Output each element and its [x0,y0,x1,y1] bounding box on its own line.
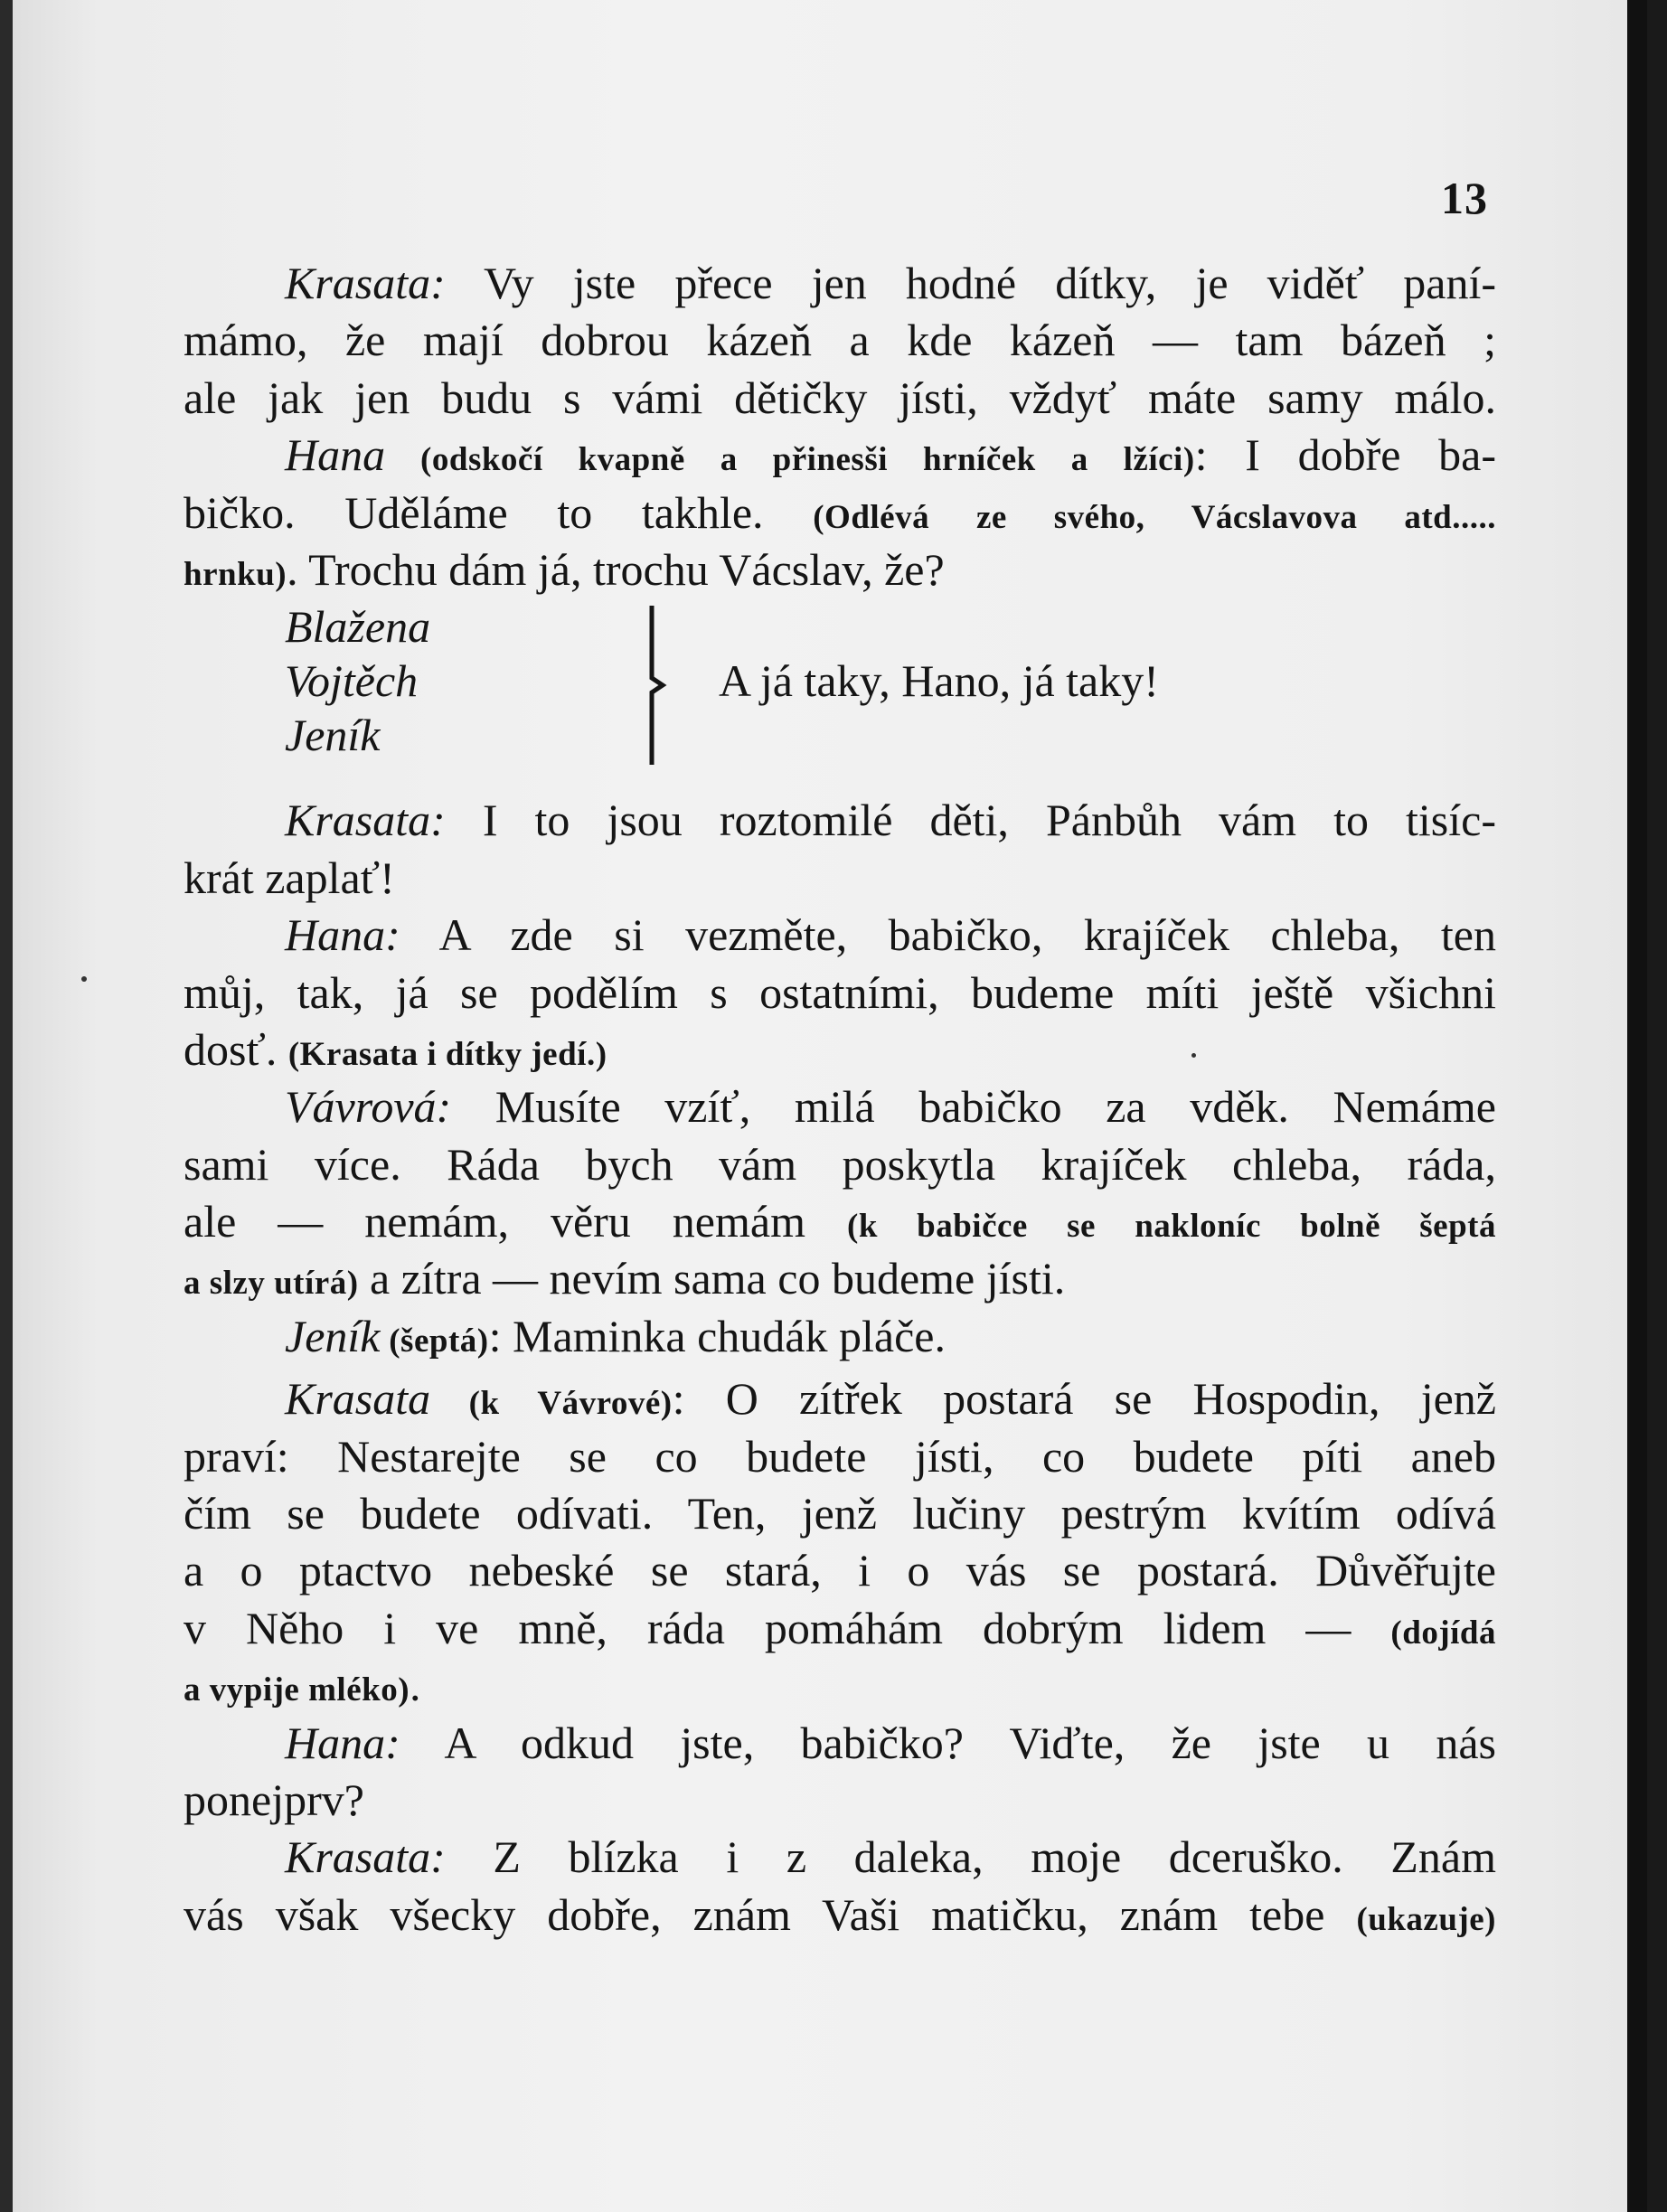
text-line [184,1193,1496,1250]
text-line [184,1021,1496,1078]
text-line [184,1485,1496,1542]
dialogue: ale jak jen budu s vámi dětičky jísti, vždyť máte samy málo. [184,372,1496,423]
text-line [184,541,1496,598]
dialogue: I to jsou roztomilé děti, Pánbůh vám to tisíc- [445,795,1496,846]
text-line [184,1542,1496,1599]
text-line [184,965,1496,1021]
dialogue: mámo, že mají dobrou kázeň a kde kázeň — tam bázeň ; [184,315,1496,366]
text-line [184,370,1496,427]
stage-direction: hrnku) [184,555,287,593]
dialogue: dosť. [184,1023,288,1075]
stage-direction: (Krasata i dítky jedí.) [287,1035,607,1073]
stage-direction: (ukazuje) [1356,1900,1496,1938]
text-line [184,255,1496,312]
dialogue: krát zaplať! [184,852,395,903]
dialogue: : Maminka chudák pláče. [488,1310,946,1361]
stage-direction: (k babičce se nakloníc bolně šeptá [847,1208,1496,1246]
dialogue: Vy jste přece jen hodné dítky, je viděť paní- [445,258,1496,308]
dialogue: : O zítřek postará se Hospodin, jenž [672,1373,1497,1425]
text-line [184,1657,1496,1714]
chorus-speaker: Jeník [285,710,381,761]
stage-direction: (Odlévá ze svého, Vácslavova atd..... [813,498,1496,536]
dialogue: Musíte vzíť, milá babičko za vděk. Nemáme [451,1081,1496,1133]
stage-direction: (k Vávrové) [430,1385,673,1423]
dialogue: v Něho i ve mně, ráda pomáhám dobrým lidem — [184,1602,1391,1653]
play-text [184,255,1496,1944]
text-line [184,1078,1496,1135]
dialogue: sami více. Ráda bych vám poskytla krajíček chleba, ráda, [184,1138,1496,1190]
dialogue: a o ptactvo nebeské se stará, i o vás se postará. Důvěřujte [184,1545,1496,1596]
ink-speck [1191,1053,1196,1058]
text-line [184,1370,1496,1427]
speaker: Vávrová: [285,1081,452,1133]
text-line [184,485,1496,541]
speaker: Krasata: [285,1831,446,1883]
text-line [184,1772,1496,1829]
text-line [184,1308,1496,1365]
stage-direction: a vypije mléko) [184,1671,410,1709]
dialogue: bičko. Uděláme to takhle. [184,486,814,538]
text-line [184,1829,1496,1886]
stage-direction: (odskočí kvapně a přinesši hrníček a lžíci) [385,441,1195,479]
speaker: Krasata [285,1373,431,1425]
text-line [184,1887,1496,1944]
dialogue: praví: Nestarejte se co budete jísti, co budete píti aneb [184,1430,1496,1482]
page-right-edge [1627,0,1647,2212]
ink-speck [81,976,87,982]
dialogue: ale — nemám, věru nemám [184,1196,847,1247]
speaker: Krasata: [285,795,446,846]
text-line [184,312,1496,369]
dialogue: Z blízka i z daleka, moje dceruško. Znám [445,1831,1496,1883]
page-number: 13 [1441,173,1488,223]
text-line [184,1715,1496,1772]
chorus-block [184,598,1496,770]
stage-direction: (dojídá [1390,1614,1496,1652]
text-line [184,1250,1496,1307]
curly-brace-icon [645,604,681,767]
dialogue: A zde si vezměte, babičko, krajíček chleba, ten [400,909,1496,961]
dialogue: . [410,1660,421,1711]
stage-direction: a slzy utírá) [184,1265,359,1303]
dialogue: . Trochu dám já, trochu Vácslav, že? [287,543,945,595]
chorus-speaker: Vojtěch [285,655,419,707]
stage-direction: (šeptá) [380,1322,489,1360]
speaker: Jeník [285,1310,381,1361]
text-line [184,1136,1496,1193]
text-line [184,1428,1496,1485]
dialogue: můj, tak, já se podělím s ostatními, budeme míti ještě všichni [184,966,1496,1018]
dialogue: : I dobře ba- [1194,429,1496,481]
speaker: Hana: [285,1717,400,1768]
text-line [184,792,1496,849]
speaker: Hana [285,429,386,481]
speaker: Krasata: [285,258,446,308]
page-left-edge [0,0,13,2212]
text-line [184,850,1496,907]
text-line [184,1600,1496,1657]
dialogue: a zítra — nevím sama co budeme jísti. [358,1253,1066,1304]
text-line [184,427,1496,484]
speaker: Hana: [285,909,400,961]
text-line [184,907,1496,964]
chorus-speaker: Blažena [285,601,431,653]
dialogue: čím se budete odívati. Ten, jenž lučiny pestrým kvítím odívá [184,1488,1496,1539]
dialogue: A odkud jste, babičko? Viďte, že jste u nás [400,1717,1496,1768]
dialogue: vás však všecky dobře, znám Vaši matičku, znám tebe [184,1888,1357,1940]
dialogue: ponejprv? [184,1774,364,1825]
chorus-line: A já taky, Hano, já taky! [719,655,1159,707]
